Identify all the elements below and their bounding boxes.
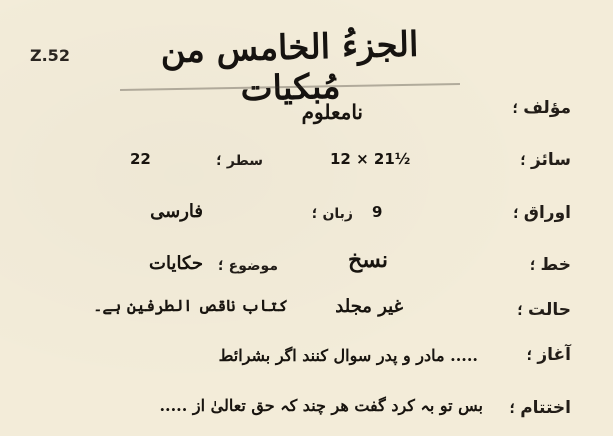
closing-label: اختتام	[520, 398, 571, 418]
lines-sep: ؛	[216, 153, 222, 169]
subject-value: حکایات	[149, 253, 203, 274]
opening-label: آغاز	[537, 345, 571, 365]
author-label: مؤلف	[523, 98, 571, 118]
lines-value: 22	[130, 150, 151, 168]
opening-sep: ؛	[526, 348, 533, 364]
leaves-count: 9	[372, 203, 383, 221]
lang-value: فارسی	[150, 201, 203, 222]
subject-sep: ؛	[217, 258, 224, 274]
leaves-sep: ؛	[513, 206, 519, 222]
subject-label-group	[218, 255, 278, 274]
opening-label-group	[527, 345, 571, 365]
subject-label: موضوع	[228, 258, 278, 274]
condition-label-group	[517, 300, 571, 320]
closing-sep: ؛	[509, 401, 516, 417]
closing-text: بس تو بہ کرد گفت ھر چند کہ حق تعالیٰ از .....	[159, 396, 483, 415]
condition-sep: ؛	[517, 303, 523, 319]
condition-value-binding: غیر مجلد	[335, 296, 403, 317]
size-label-group	[520, 150, 571, 170]
condition-value-defect: کتاب ناقص الطرفین ہے۔	[93, 296, 288, 315]
script-value: نسخ	[348, 247, 388, 273]
script-label: خط	[540, 255, 571, 275]
leaves-label-group	[513, 203, 571, 223]
lang-label-group	[312, 203, 353, 222]
script-sep: ؛	[529, 258, 536, 274]
script-label-group	[530, 255, 571, 275]
lang-sep: ؛	[311, 206, 318, 222]
condition-label: حالت	[527, 300, 571, 320]
leaves-label: اوراق	[523, 203, 571, 223]
author-label-group	[512, 98, 571, 118]
manuscript-title: الجزءُ الخامس من مُبکیات	[160, 24, 419, 110]
author-sep: ؛	[512, 101, 519, 117]
closing-label-group	[509, 398, 571, 418]
lines-label: سطر	[226, 153, 263, 169]
size-dimension: 12 × 21½	[330, 150, 411, 168]
size-label: سائز	[530, 150, 571, 170]
reference-code: Z.52	[30, 46, 70, 65]
lines-label-group	[216, 150, 263, 169]
author-value: نامعلوم	[301, 100, 363, 124]
lang-label: زبان	[322, 206, 353, 222]
opening-text: ..... مادر و پدر سوال کنند اگر بشرائط	[218, 346, 478, 365]
size-sep: ؛	[520, 153, 526, 169]
